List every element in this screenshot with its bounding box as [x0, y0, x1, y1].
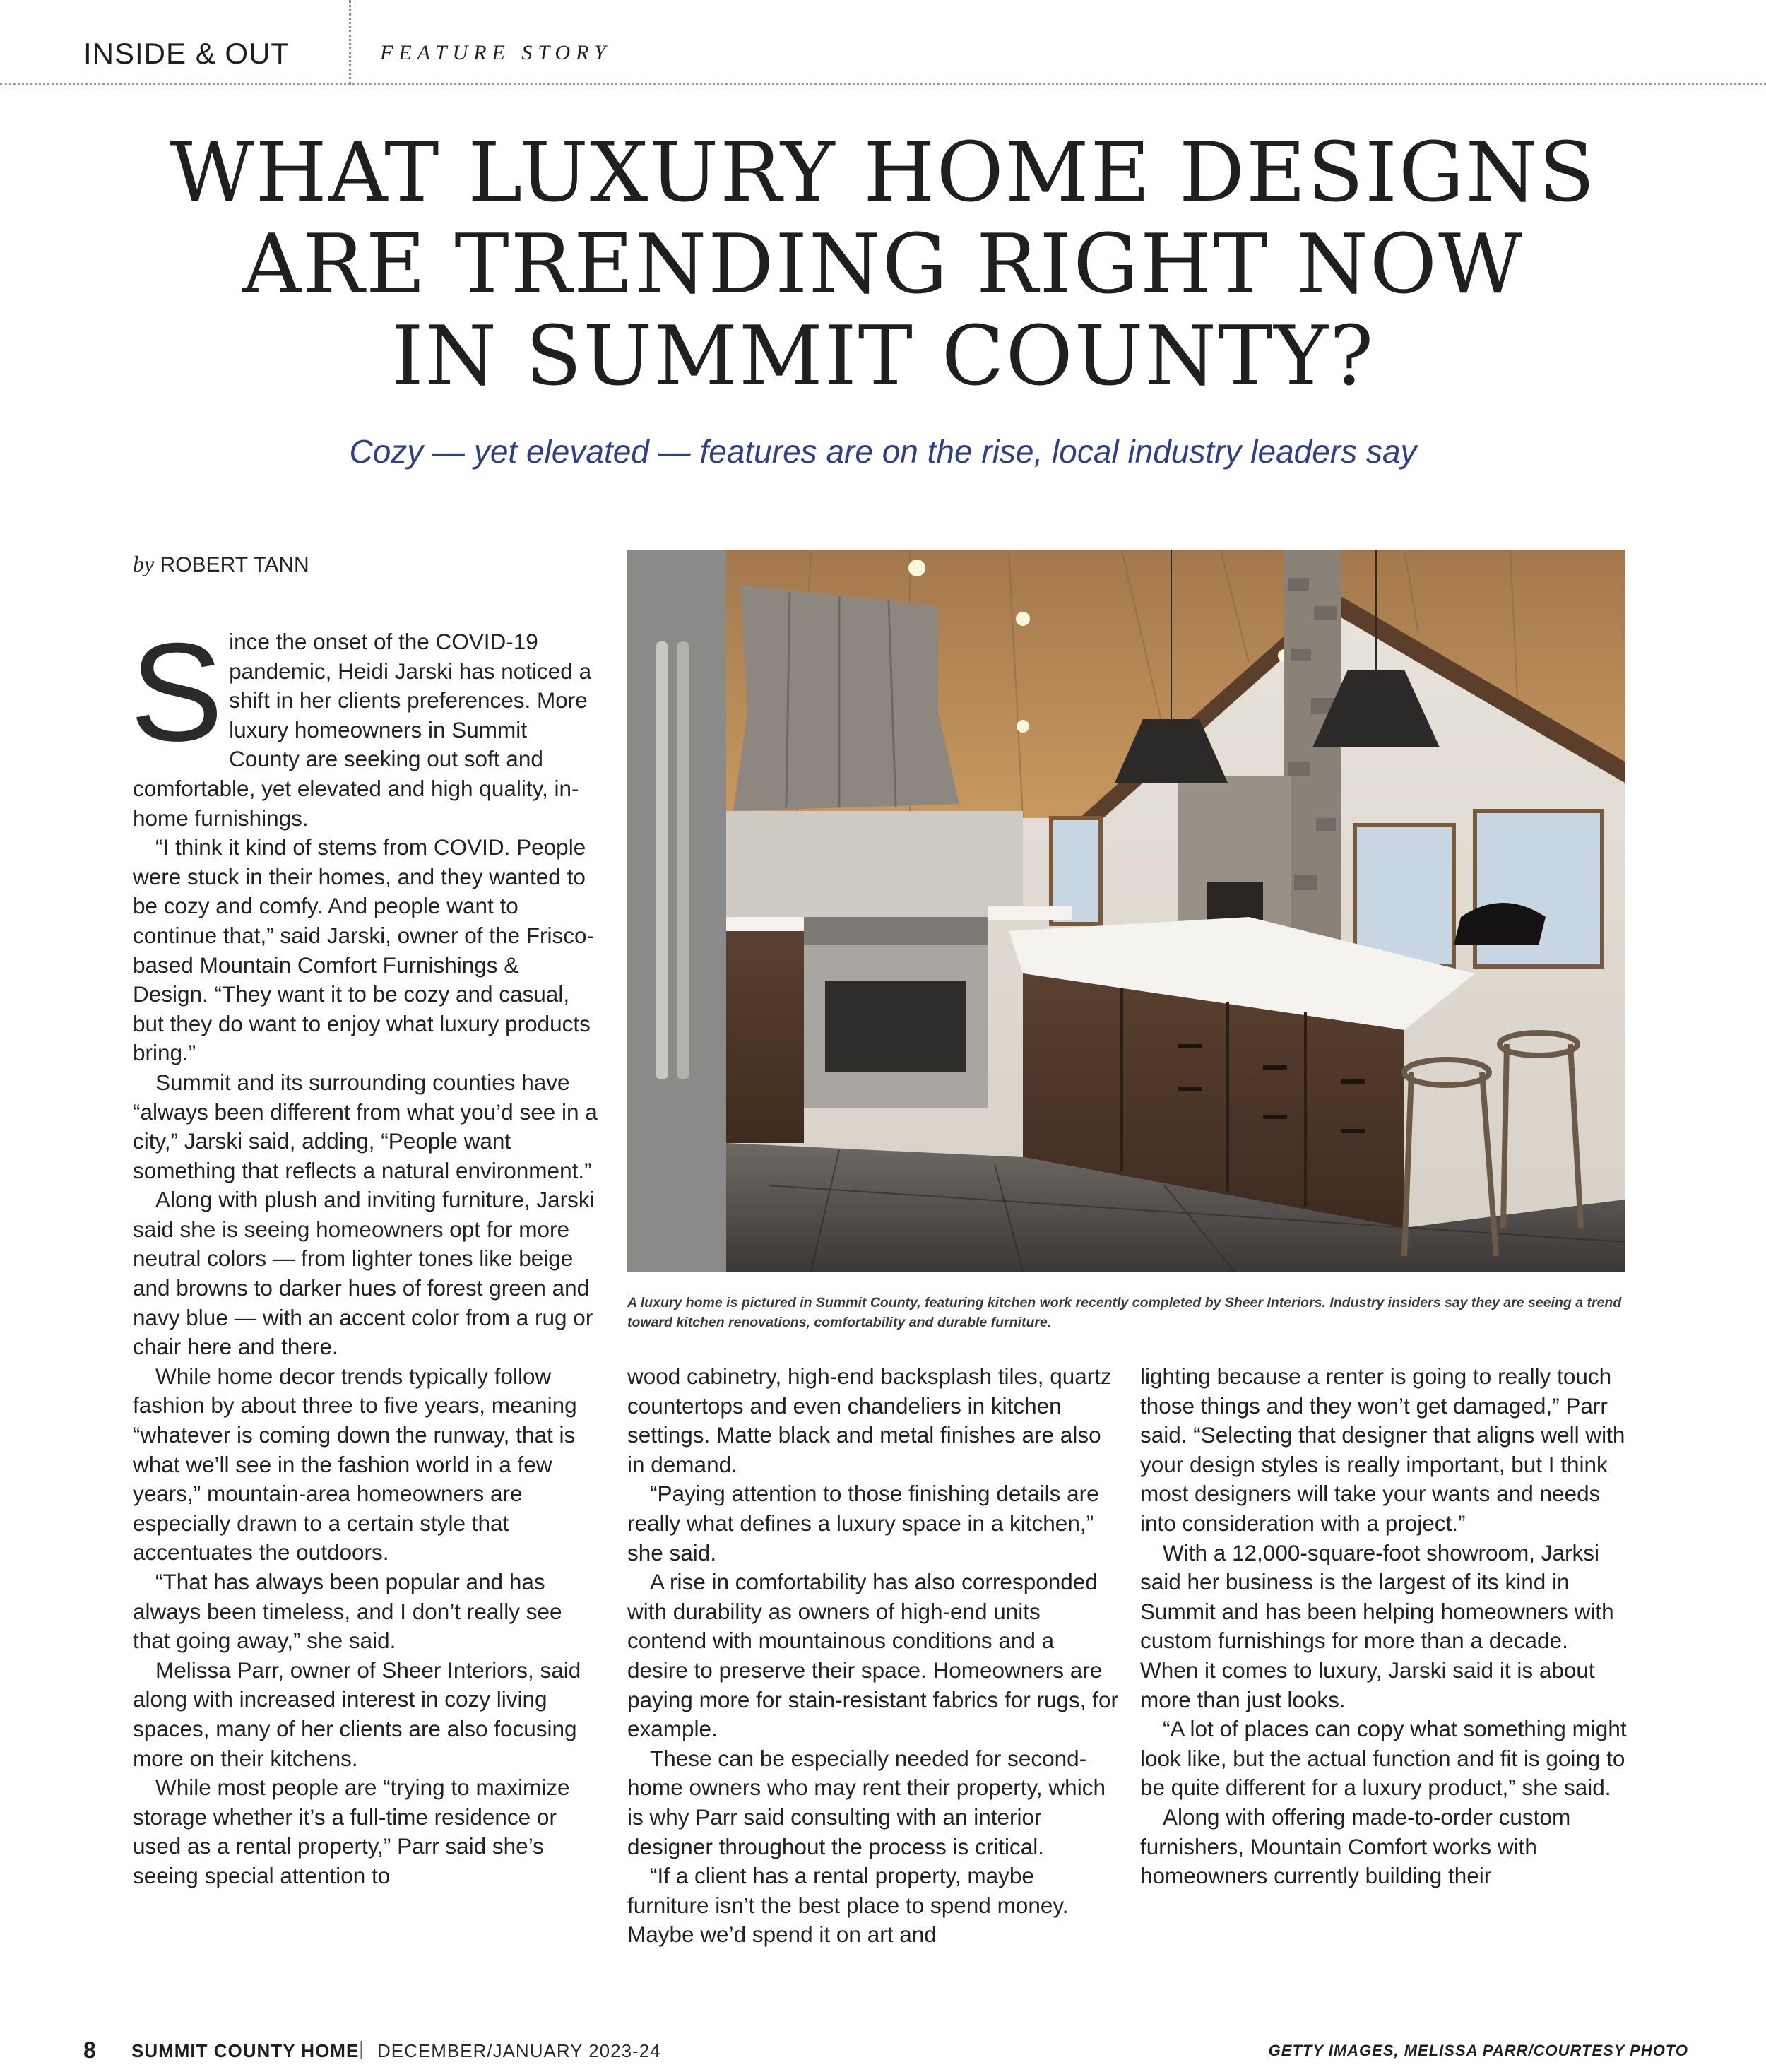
paragraph: While most people are “trying to maximize storage whether it’s a full-time residence or used as a rental property,” Parr said she’s seeing special attention to [133, 1775, 570, 1888]
paragraph: wood cabinetry, high-end backsplash tiles, quartz countertops and even chandeliers in kitchen settings. Matte black and metal finishes are also in demand. [627, 1363, 1112, 1477]
paragraph: “A lot of places can copy what something might look like, but the actual function and fit is going to be quite different for a luxury product,” she said. [1140, 1716, 1627, 1801]
publication-name: SUMMIT COUNTY HOME [131, 2040, 360, 2061]
headline-line-2: ARE TRENDING RIGHT NOW [242, 217, 1524, 312]
header-divider [349, 0, 351, 85]
paragraph: Along with offering made-to-order custom furnishers, Mountain Comfort works with homeowners currently building their [1140, 1804, 1571, 1889]
byline-author: ROBERT TANN [160, 553, 309, 576]
paragraph: Along with plush and inviting furniture, Jarski said she is seeing homeowners opt for more neutral colors — from lighter tones like beige and browns to darker hues of forest green and navy blue — with an accent color from a rug or chair here and there. [133, 1187, 595, 1360]
headline-line-3: IN SUMMIT COUNTY? [391, 309, 1375, 404]
paragraph: lighting because a renter is going to really touch those things and they won’t get damaged,” Parr said. “Selecting that designer that aligns well with your design styles is really important, but I think most designers will take your wants and needs into consideration with a project.” [1140, 1363, 1625, 1536]
photo-caption: A luxury home is pictured in Summit County, featuring kitchen work recently completed by Sheer Interiors. Industry insiders say they are seeing a trend toward kitchen renovations, comfortability and durable furniture. [627, 1295, 1622, 1330]
paragraph: Melissa Parr, owner of Sheer Interiors, said along with increased interest in cozy living spaces, many of her clients are also focusing more on their kitchens. [133, 1657, 581, 1771]
paragraph: “Paying attention to those finishing details are really what defines a luxury space in a kitchen,” she said. [627, 1481, 1099, 1565]
article-column-3 [1140, 1362, 1628, 1891]
page-number: 8 [83, 2037, 96, 2063]
byline [133, 551, 309, 577]
kitchen-photo [627, 550, 1625, 1272]
headline [106, 127, 1660, 403]
byline-prefix: by [133, 551, 155, 576]
paragraph: “If a client has a rental property, maybe furniture isn’t the best place to spend money. Maybe we’d spend it on art and [627, 1863, 1069, 1948]
paragraph: ince the onset of the COVID-19 pandemic, Heidi Jarski has noticed a shift in her clients preferences. More luxury homeowners in Summit County are seeking out soft and comfortable, yet elevated and high quality, in-home furnishings. [133, 629, 592, 831]
paragraph: A rise in comfortability has also corresponded with durability as owners of high-end units contend with mountainous conditions and a desire to preserve their space. Homeowners are paying more for stain-resistant fabrics for rugs, for example. [627, 1569, 1119, 1742]
issue-date: DECEMBER/JANUARY 2023-24 [377, 2040, 661, 2061]
photo-credit: GETTY IMAGES, MELISSA PARR/COURTESY PHOTO [1268, 2042, 1688, 2059]
feature-label: FEATURE STORY [380, 41, 612, 64]
paragraph: “I think it kind of stems from COVID. People were stuck in their homes, and they wanted to be cozy and comfy. And people want to continue that,” said Jarski, owner of the Frisco-based Mountain Comfort Furnishings & Design. “They want it to be cozy and casual, but they do want to enjoy what luxury products bring.” [133, 834, 595, 1066]
article-column-1 [130, 614, 599, 1891]
paragraph: While home decor trends typically follow fashion by about three to five years, meaning “whatever is coming down the runway, that is what we’ll see in the fashion world in a few years,” mountain-area homeowners are especially drawn to a certain style that accentuates the outdoors. [133, 1363, 577, 1565]
footer-separator: | [359, 2037, 365, 2059]
paragraph: “That has always been popular and has always been timeless, and I don’t really see that going away,” she said. [133, 1569, 562, 1654]
section-label: INSIDE & OUT [83, 37, 290, 70]
paragraph: Summit and its surrounding counties have “always been different from what you’d see in a city,” Jarski said, adding, “People want something that reflects a natural environment.” [133, 1069, 598, 1183]
paragraph: With a 12,000-square-foot showroom, Jarksi said her business is the largest of its kind in Summit and has been helping homeowners with custom furnishings for more than a decade. When it comes to luxury, Jarski said it is about more than just looks. [1140, 1539, 1614, 1712]
drop-cap: S [130, 614, 224, 770]
header-rule [0, 83, 1766, 90]
subtitle: Cozy — yet elevated — features are on the rise, local industry leaders say [349, 433, 1417, 470]
headline-line-1: WHAT LUXURY HOME DESIGNS [170, 125, 1596, 220]
paragraph: These can be especially needed for second-home owners who may rent their property, which is why Parr said consulting with an interior designer throughout the process is critical. [627, 1745, 1106, 1859]
article-column-2 [627, 1362, 1118, 1950]
